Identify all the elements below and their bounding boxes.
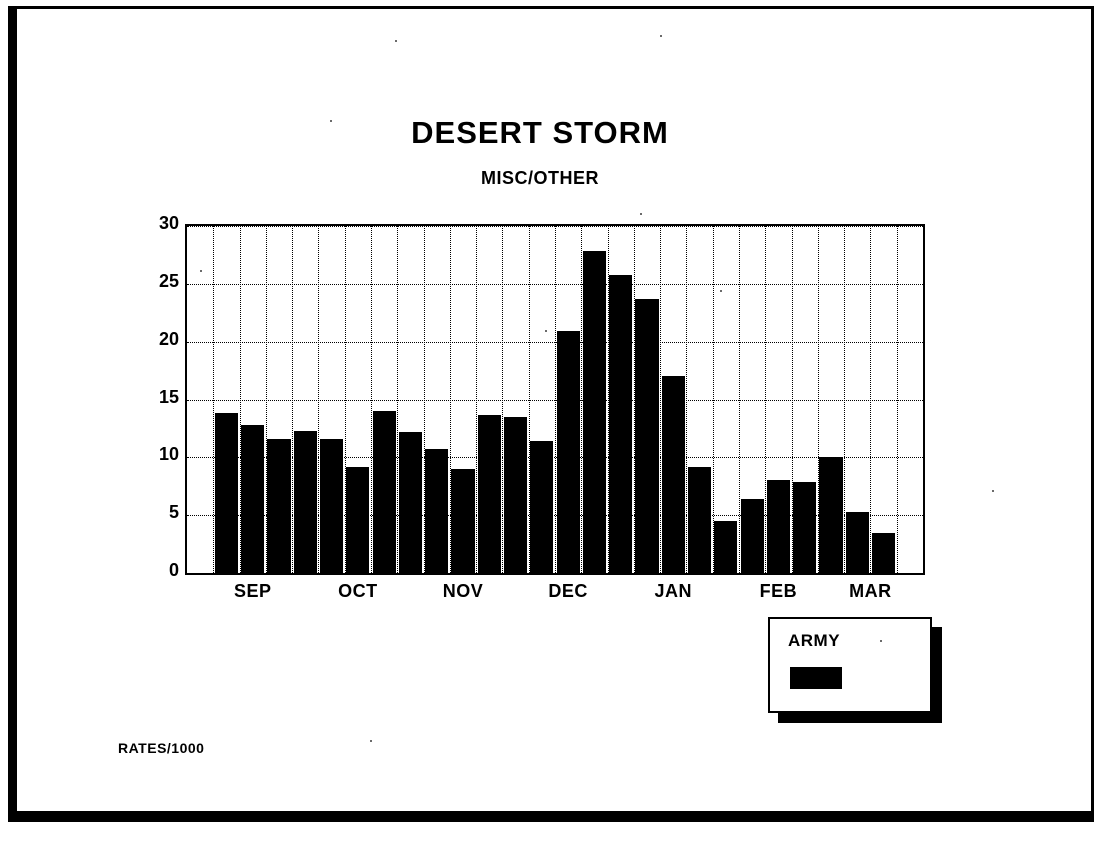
x-axis-tick-label: SEP — [233, 581, 272, 601]
bar — [741, 499, 764, 573]
scan-artifact — [545, 330, 547, 332]
page-subtitle: MISC/OTHER — [480, 168, 599, 188]
legend-swatch-army — [790, 667, 842, 689]
bar — [478, 415, 501, 573]
x-axis-tick-label: JAN — [654, 581, 693, 601]
bar — [609, 275, 632, 573]
y-axis-tick-label: 0 — [168, 560, 179, 580]
y-axis-tick-label: 20 — [158, 328, 179, 349]
x-axis-labels — [185, 581, 925, 611]
x-axis-tick-label: NOV — [442, 581, 484, 601]
bar — [583, 251, 606, 573]
bar — [557, 331, 580, 573]
slide-content — [20, 10, 1086, 810]
scan-artifact — [640, 213, 642, 215]
y-axis-tick-label: 5 — [168, 502, 179, 523]
bar — [793, 482, 816, 573]
plot-area — [185, 224, 925, 575]
bar — [819, 457, 842, 573]
y-axis-tick-label: 30 — [158, 213, 179, 233]
bar — [451, 469, 474, 573]
bar — [767, 480, 790, 573]
bar — [215, 413, 238, 573]
scan-artifact — [720, 290, 722, 292]
scan-artifact — [395, 40, 397, 42]
bar — [267, 439, 290, 573]
x-axis-tick-label: DEC — [548, 581, 588, 601]
page-title: DESERT STORM — [411, 115, 669, 150]
bar — [662, 376, 685, 573]
y-axis-tick-label: 25 — [158, 270, 179, 291]
y-axis-labels — [137, 212, 179, 587]
footnote: RATES/1000 — [118, 740, 205, 756]
bar — [241, 425, 264, 573]
bar — [714, 521, 737, 573]
bar — [688, 467, 711, 573]
x-axis-tick-label: FEB — [759, 581, 798, 601]
bar — [399, 432, 422, 573]
scan-artifact — [330, 120, 332, 122]
scan-artifact — [660, 35, 662, 37]
legend — [768, 617, 932, 713]
y-axis-tick-label: 10 — [158, 444, 179, 465]
bar — [846, 512, 869, 573]
bar — [373, 411, 396, 573]
x-axis-tick-label: OCT — [338, 581, 378, 601]
scan-artifact — [370, 740, 372, 742]
scan-artifact — [200, 270, 202, 272]
chart — [158, 213, 925, 601]
bar — [425, 449, 448, 573]
bar — [635, 299, 658, 573]
bar — [320, 439, 343, 573]
legend-item-label: ARMY — [788, 631, 841, 650]
bar — [504, 417, 527, 573]
bar-series-army — [187, 226, 923, 573]
scan-artifact — [992, 490, 994, 492]
x-axis-tick-label: MAR — [849, 581, 892, 601]
bar — [294, 431, 317, 573]
y-axis-tick-label: 15 — [158, 386, 179, 407]
bar — [530, 441, 553, 573]
bar — [346, 467, 369, 573]
bar — [872, 533, 895, 573]
scan-artifact — [880, 640, 882, 642]
